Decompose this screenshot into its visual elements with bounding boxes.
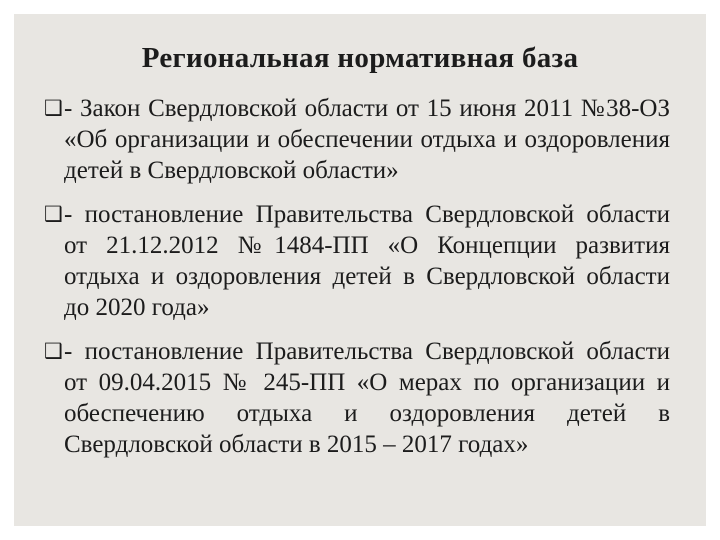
list-item	[44, 199, 670, 323]
checkbox-bullet-icon: ❑	[44, 339, 63, 363]
slide	[14, 14, 706, 526]
list-item-text: - постановление Правительства Свердловской области от 09.04.2015 № 245-ПП «О мерах по организации и обеспечению отдыха и оздоровления детей в Свердловской области в 2015 – 2017 годах»	[64, 338, 670, 458]
list-item	[44, 93, 670, 186]
list-item-text: - постановление Правительства Свердловской области от 21.12.2012 №1484-ПП «О Концепции развития отдыха и оздоровления детей в Свердловской области до 2020 года»	[64, 201, 670, 321]
checkbox-bullet-icon: ❑	[44, 202, 63, 226]
list-item-text: - Закон Свердловской области от 15 июня 2011 №38-ОЗ «Об организации и обеспечении отдыха и оздоровления детей в Свердловской области»	[64, 95, 670, 184]
checkbox-bullet-icon: ❑	[44, 96, 63, 120]
slide-title: Региональная нормативная база	[141, 42, 579, 74]
list-item	[44, 336, 670, 460]
bullet-list	[44, 93, 670, 473]
